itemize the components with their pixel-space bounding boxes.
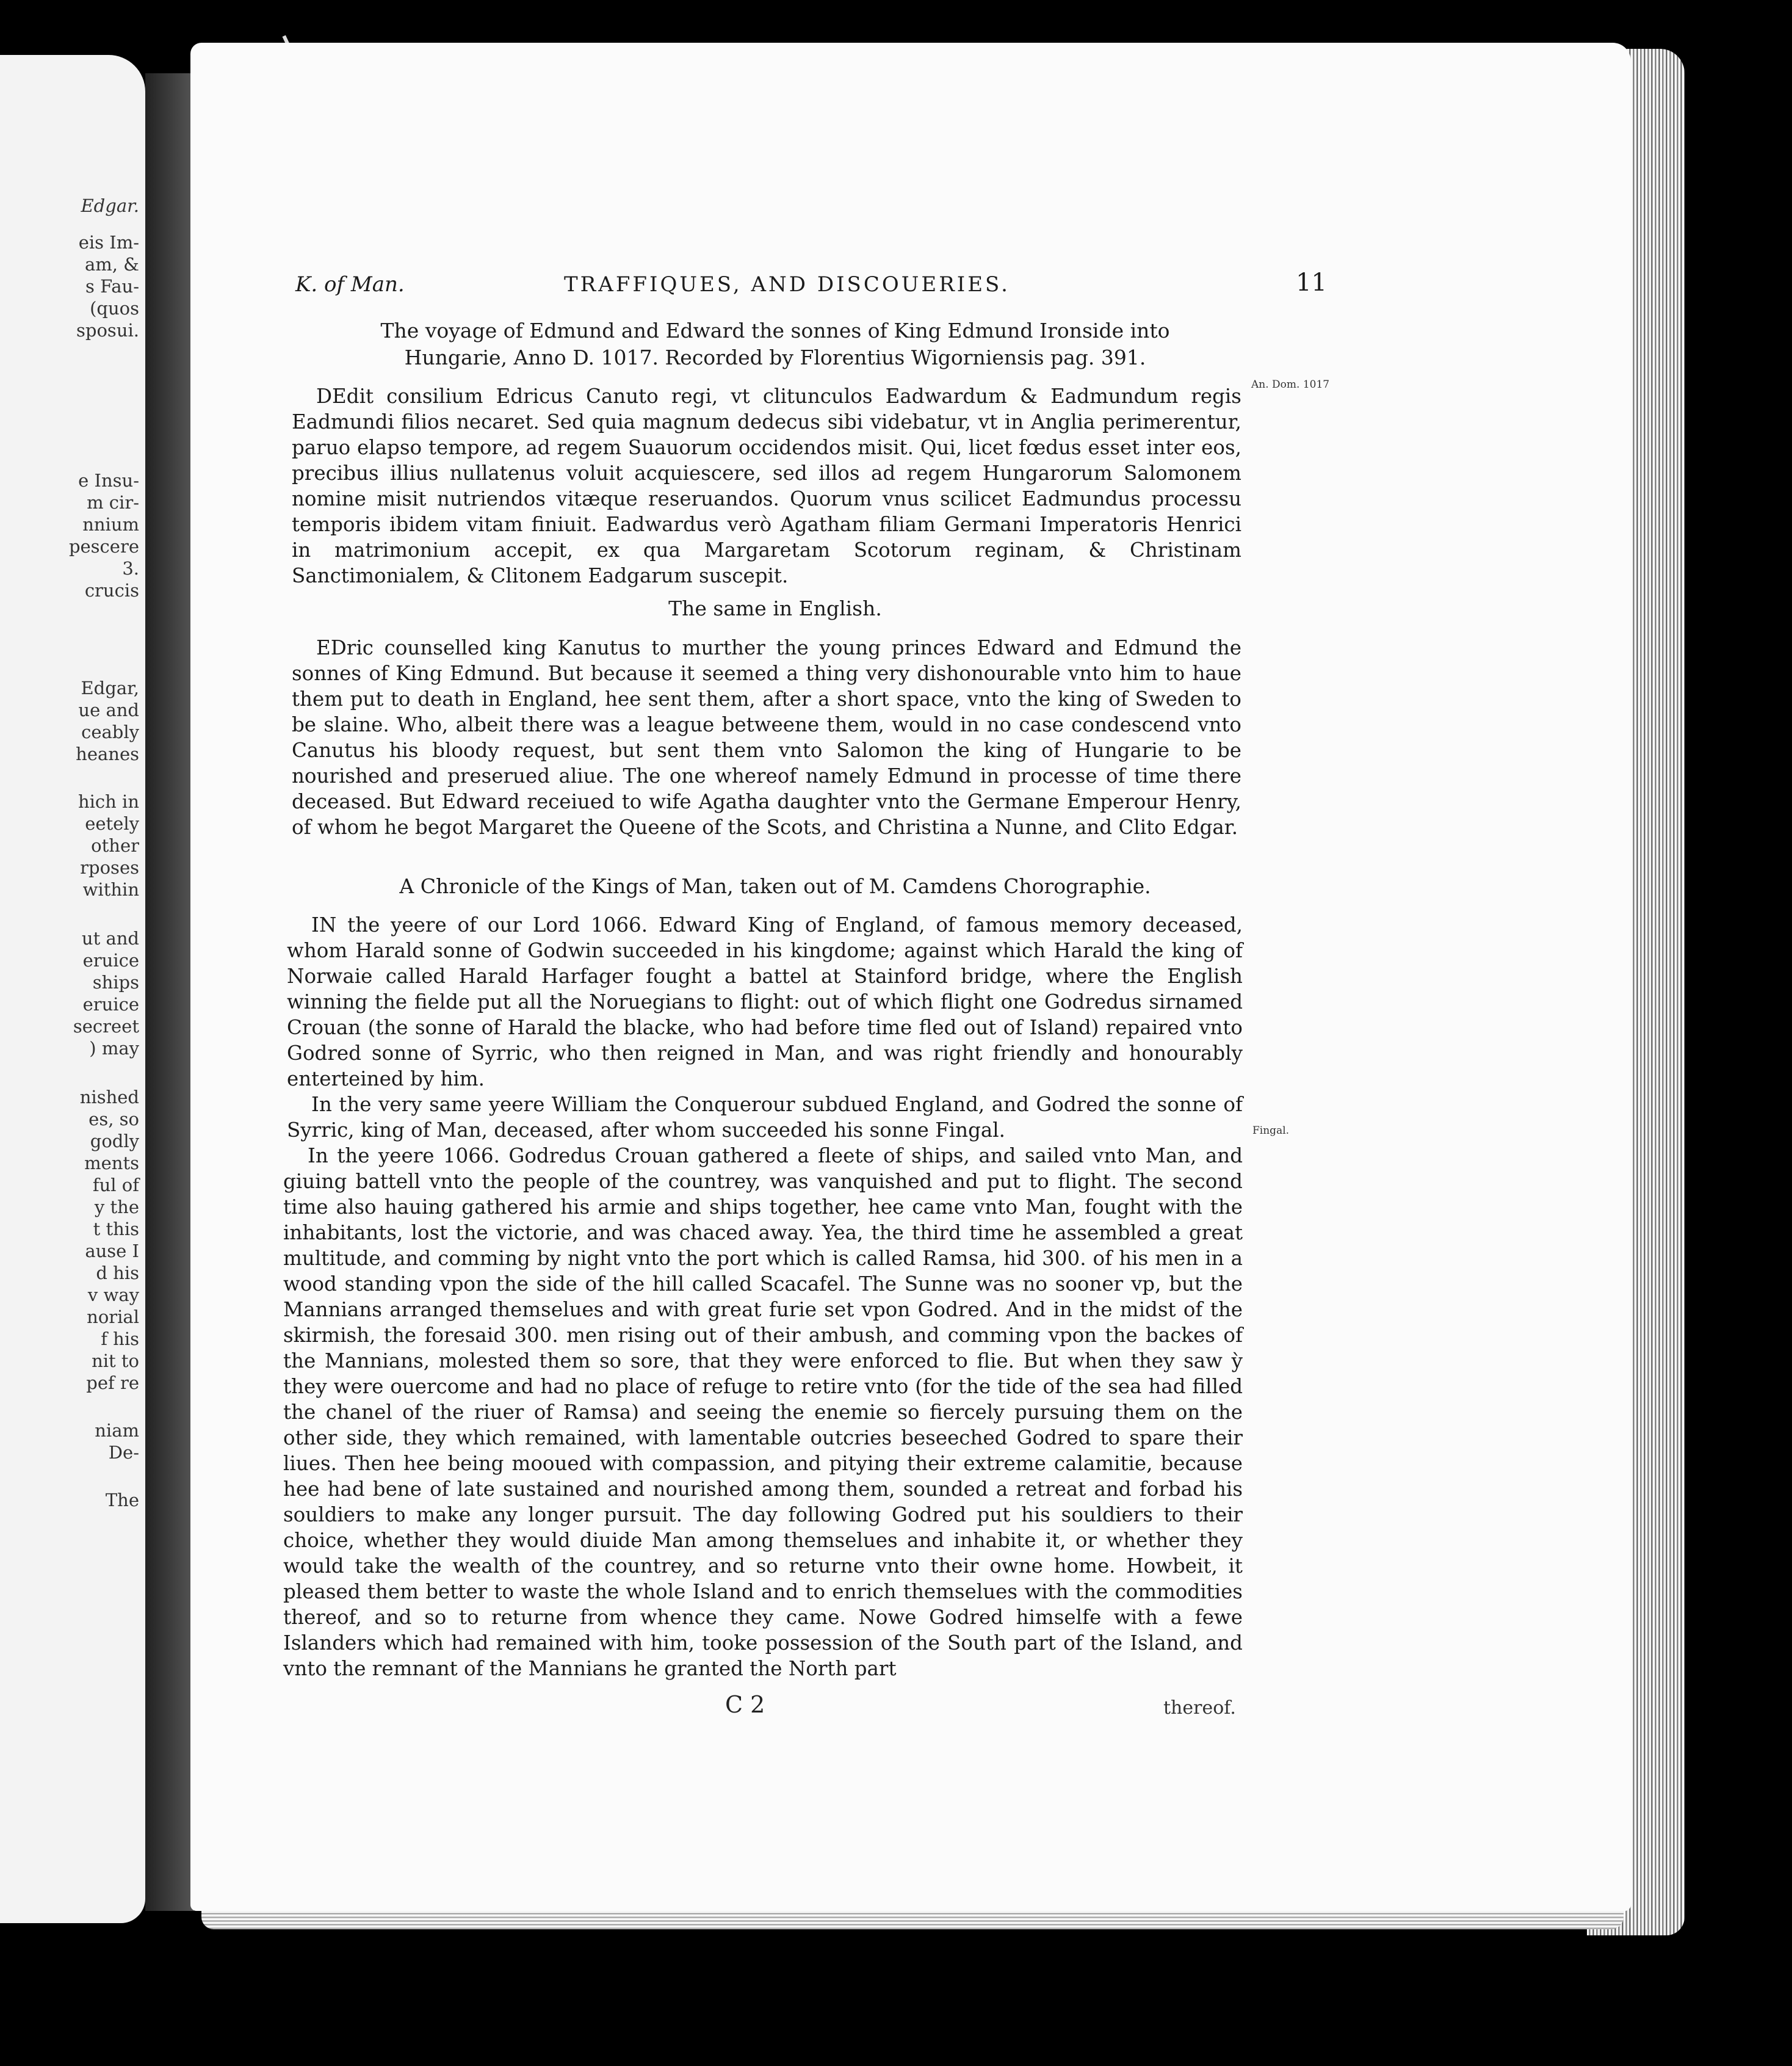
latin-paragraph: DEdit consilium Edricus Canuto regi, vt clitunculos Eadwardum & Eadmundum regis Eadmundi filios necaret. Sed quia magnum dedecus sibi videbatur, vt in Anglia perimerentur, paruo elapso tempore, ad regem Suauorum occidendos misit. Qui, licet fœdus esset inter eos, precibus illius nullatenus voluit acquiescere, sed illos ad regem Hungarorum Salomonem nomine misit nutriendos vitæque reseruandos. Quorum vnus scilicet Eadmundus processu temporis ibidem vitam finiuit. Eadwardus verò Agatham filiam Germani Imperatoris Henrici in matrimonium accepit, ex qua Margaretam Scotorum reginam, & Christinam Sanctimonialem, & Clitonem Eadgarum suscepit. — [292, 385, 1241, 587]
left-page-fragment: eetely — [85, 813, 139, 834]
book-gutter — [145, 73, 194, 1911]
left-page-fragment: niam — [95, 1420, 139, 1441]
left-page-fragment: ships — [92, 972, 139, 993]
left-page-fragment: 3. — [122, 558, 139, 579]
left-page-fragment: ceably — [81, 722, 139, 742]
left-page-fragment: nished — [79, 1087, 139, 1107]
catchword: thereof. — [1163, 1697, 1236, 1719]
left-page-fragment: nnium — [82, 514, 139, 535]
left-page-fragment: s Fau- — [85, 276, 139, 297]
left-page-fragment: eruice — [82, 950, 139, 971]
chronicle-paragraph-1: IN the yeere of our Lord 1066. Edward King of England, of famous memory deceased, whom Harald sonne of Godwin succeeded in his kingdome; against which Harald the king of Norwaie called Harald Harfager fought a battel at Stainford bridge, where the English winning the fielde put all the Noruegians to flight: out of which flight one Godredus sirnamed Crouan (the sonne of Harald the blacke, who had before time fled out of Island) repaired vnto Godred sonne of Syrric, who then reigned in Man, and was right friendly and honourably enterteined by him. — [287, 913, 1243, 1090]
left-page-fragment: sposui. — [76, 320, 139, 341]
previous-page-edge — [0, 55, 145, 1923]
left-page-fragment: godly — [90, 1131, 139, 1151]
left-page-fragment: f his — [101, 1328, 139, 1349]
left-page-fragment: ments — [84, 1153, 139, 1173]
chronicle-paragraph-3: In the yeere 1066. Godredus Crouan gathered a fleete of ships, and sailed vnto Man, and giuing battell vnto the people of the countrey, was vanquished and put to flight. The second time also hauing gathered his armie and ships together, hee came vnto Man, fought with the inhabitants, lost the victorie, and was chaced away. Yea, the third time he assembled a great multitude, and comming by night vnto the port which is called Ramsa, hid 300. of his men in a wood standing vpon the side of the hill called Scacafel. The Sunne was no sooner vp, but the Mannians arranged themselues and with great furie set vpon Godred. And in the midst of the skirmish, the foresaid 300. men rising out of their ambush, and comming vpon the backes of the Mannians, molested them so sore, that they were enforced to flie. But when they saw ỳ they were ouercome and had no place of refuge to retire vnto (for the tide of the sea had filled the chanel of the riuer of Ramsa) and seeing the enemie so fiercely pursuing them on the other side, they which remained, with lamentable outcries beseeched Godred to spare their liues. Then hee being mooued with compassion, and pitying their extreme calamitie, because hee had bene of late sustained and nourished among them, sounded a retreat and forbad his souldiers to make any longer pursuit. The day following Godred put his souldiers to their choice, whether they would diuide Man among themselues and inhabite it, or whether they would take the wealth of the countrey, and so returne vnto their owne home. Howbeit, it pleased them better to waste the whole Island and to enrich themselues with the commodities thereof, and so to returne from whence they came. Nowe Godred himselfe with a fewe Islanders which had remained with him, tooke possession of the South part of the Island, and vnto the remnant of the Mannians he granted the North part — [283, 1144, 1243, 1680]
left-page-fragment: Edgar, — [81, 678, 139, 698]
left-page-fragment: am, & — [84, 254, 139, 275]
left-page-fragment: The — [105, 1490, 139, 1510]
left-page-fragment: within — [82, 879, 139, 900]
left-page-fragment: De- — [108, 1442, 139, 1463]
left-page-fragment: es, so — [89, 1109, 139, 1129]
signature-mark: C 2 — [725, 1691, 765, 1718]
section-chronicle-title: A Chronicle of the Kings of Man, taken out of M. Camdens Chorographie. — [399, 874, 1151, 898]
left-page-fragment: (quos — [90, 298, 139, 319]
left-page-fragment: e Insu- — [78, 470, 139, 491]
left-page-fragment: nit to — [92, 1350, 139, 1371]
left-page-fragment: m cir- — [87, 492, 139, 513]
section-voyage-title-line2: Hungarie, Anno D. 1017. Recorded by Florentius Wigorniensis pag. 391. — [404, 346, 1146, 369]
left-page-fragment: Edgar. — [81, 195, 139, 216]
section-voyage-title-line1: The voyage of Edmund and Edward the sonnes of King Edmund Ironside into — [380, 319, 1170, 343]
left-page-fragment: y the — [94, 1197, 139, 1217]
left-page-fragment: secreet — [73, 1016, 139, 1037]
section-english-title: The same in English. — [668, 596, 882, 620]
left-page-fragment: heanes — [76, 744, 139, 764]
margin-note-fingal: Fingal. — [1252, 1125, 1290, 1137]
left-page-fragment: crucis — [84, 580, 139, 601]
left-page-fragment: pef re — [86, 1372, 139, 1393]
left-page-fragment: other — [91, 835, 139, 856]
left-page-fragment: eis Im- — [78, 232, 139, 253]
left-page-fragment: ue and — [78, 700, 139, 720]
left-page-fragment: ful of — [92, 1175, 139, 1195]
running-head-title: TRAFFIQUES, AND DISCOUERIES. — [564, 272, 1010, 297]
running-head — [295, 269, 1327, 305]
chronicle-paragraph-2: In the very same yeere William the Conquerour subdued England, and Godred the sonne of Syrric, king of Man, deceased, after whom succeeded his sonne Fingal. — [287, 1093, 1243, 1142]
left-page-fragment: ) may — [89, 1038, 139, 1059]
margin-note-an-dom: An. Dom. 1017 — [1251, 379, 1330, 391]
left-page-fragment: t this — [93, 1219, 139, 1239]
english-paragraph: EDric counselled king Kanutus to murther the young princes Edward and Edmund the sonnes of King Edmund. But because it seemed a thing very dishonourable vnto him to haue them put to death in England, hee sent them, after a short space, vnto the king of Sweden to be slaine. Who, albeit there was a league betweene them, would in no case condescend vnto Canutus his bloody request, but sent them vnto Salomon the king of Hungarie to be nourished and preserued aliue. The one whereof namely Edmund in processe of time there deceased. But Edward receiued to wife Agatha daughter vnto the Germane Emperour Henry, of whom he begot Margaret the Queene of the Scots, and Christina a Nunne, and Clito Edgar. — [292, 636, 1241, 839]
left-page-fragment: v way — [87, 1285, 139, 1305]
left-page-fragment: pescere — [68, 536, 139, 557]
left-page-fragment: d his — [96, 1263, 139, 1283]
left-page-fragment: ut and — [81, 928, 139, 949]
section-voyage-title — [317, 317, 1233, 371]
left-page-fragment: norial — [87, 1307, 139, 1327]
left-page-fragment: hich in — [78, 791, 139, 812]
left-page-fragment: ause I — [85, 1241, 139, 1261]
page-number: 11 — [1296, 269, 1327, 297]
running-head-left: K. of Man. — [295, 272, 405, 297]
left-page-fragment: eruice — [82, 994, 139, 1015]
left-page-fragment: rposes — [80, 857, 139, 878]
